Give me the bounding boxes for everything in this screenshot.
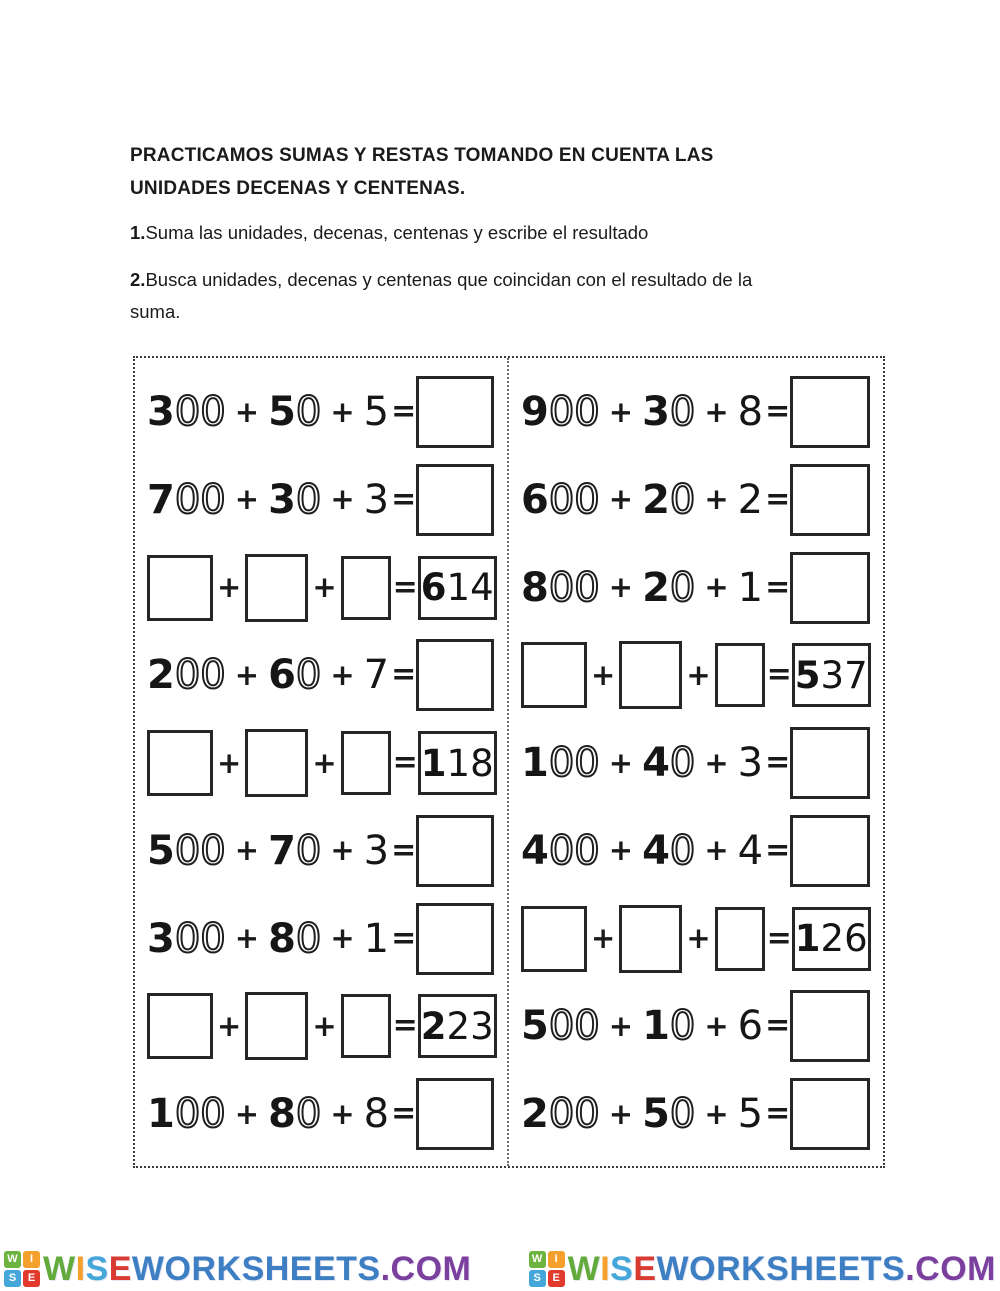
addend-number bbox=[147, 915, 226, 962]
plus-sign: + bbox=[234, 394, 260, 429]
problem-row bbox=[521, 813, 870, 889]
answer-box[interactable] bbox=[416, 376, 494, 448]
brand-text-segment: S bbox=[610, 1249, 634, 1288]
addend-number bbox=[737, 1003, 764, 1050]
result-box bbox=[418, 731, 497, 795]
digit: 0 bbox=[200, 652, 226, 699]
sum-expression bbox=[521, 389, 764, 435]
answer-box[interactable] bbox=[790, 552, 870, 624]
addend-number bbox=[147, 476, 226, 523]
digit: 4 bbox=[737, 827, 764, 874]
addend-number bbox=[268, 827, 322, 874]
plus-sign: + bbox=[608, 1096, 634, 1131]
addend-box[interactable] bbox=[245, 554, 308, 622]
digit: 5 bbox=[363, 389, 390, 435]
digit: 0 bbox=[574, 740, 600, 786]
digit: 0 bbox=[174, 1091, 201, 1137]
addend-number bbox=[521, 1091, 600, 1137]
logo-tile: I bbox=[23, 1251, 40, 1268]
plus-sign: + bbox=[330, 394, 355, 429]
addend-number bbox=[737, 827, 764, 874]
digit: 0 bbox=[200, 1091, 226, 1137]
addend-number bbox=[521, 564, 600, 611]
digit: 1 bbox=[642, 1003, 670, 1050]
digit: 0 bbox=[548, 389, 575, 435]
problem-row bbox=[147, 813, 494, 889]
result-box bbox=[792, 643, 871, 707]
digit: 8 bbox=[470, 741, 494, 785]
digit: 0 bbox=[669, 1003, 696, 1050]
digit: 6 bbox=[737, 1003, 764, 1050]
plus-sign: + bbox=[608, 833, 634, 868]
wise-logo-icon bbox=[529, 1251, 565, 1287]
plus-sign: + bbox=[234, 921, 260, 955]
addend-number bbox=[521, 740, 600, 786]
addend-number bbox=[268, 915, 322, 962]
sum-expression bbox=[521, 564, 764, 611]
result-number bbox=[794, 653, 868, 697]
answer-box[interactable] bbox=[416, 903, 494, 975]
addend-number bbox=[737, 389, 764, 435]
sum-expression bbox=[147, 389, 390, 435]
addend-number bbox=[268, 476, 322, 523]
digit: 1 bbox=[147, 1091, 175, 1137]
result-number bbox=[420, 566, 494, 609]
logo-tile: W bbox=[4, 1251, 21, 1268]
problems-column-left bbox=[135, 358, 509, 1166]
digit: 1 bbox=[737, 564, 764, 611]
digit: 6 bbox=[268, 652, 296, 699]
digit: 3 bbox=[363, 476, 390, 523]
blank-addends bbox=[147, 992, 391, 1060]
digit: 3 bbox=[147, 915, 175, 962]
digit: 3 bbox=[820, 653, 845, 697]
brand-text-segment: I bbox=[600, 1249, 611, 1288]
addend-box[interactable] bbox=[341, 994, 391, 1058]
equals-sign: = bbox=[765, 481, 791, 517]
addend-number bbox=[642, 1091, 696, 1137]
digit: 0 bbox=[295, 827, 322, 874]
digit: 7 bbox=[147, 476, 175, 523]
digit: 3 bbox=[268, 476, 296, 523]
problem-row bbox=[521, 550, 870, 626]
instruction-1-number: 1. bbox=[130, 222, 146, 243]
digit: 0 bbox=[548, 827, 575, 874]
addend-number bbox=[737, 564, 764, 611]
digit: 1 bbox=[521, 740, 549, 786]
answer-box[interactable] bbox=[790, 815, 870, 887]
addend-number bbox=[521, 389, 600, 435]
addend-number bbox=[642, 827, 696, 874]
addend-number bbox=[363, 652, 390, 699]
digit: 0 bbox=[295, 652, 322, 699]
plus-sign: + bbox=[704, 1096, 729, 1131]
digit: 1 bbox=[363, 915, 390, 962]
blank-addends bbox=[521, 905, 765, 973]
digit: 0 bbox=[174, 389, 201, 435]
digit: 2 bbox=[820, 917, 845, 960]
equals-sign: = bbox=[765, 745, 791, 780]
footer-watermark bbox=[0, 1246, 1000, 1291]
brand-text-segment: I bbox=[75, 1249, 86, 1288]
plus-sign: + bbox=[704, 482, 729, 517]
plus-sign: + bbox=[608, 745, 634, 780]
problem-row bbox=[147, 374, 494, 450]
digit: 0 bbox=[548, 564, 575, 611]
digit: 5 bbox=[642, 1091, 670, 1137]
plus-sign: + bbox=[608, 482, 634, 517]
addend-number bbox=[642, 564, 696, 611]
problems-sheet bbox=[133, 356, 885, 1168]
digit: 0 bbox=[548, 476, 575, 523]
plus-sign: + bbox=[608, 394, 634, 429]
digit: 8 bbox=[363, 1091, 390, 1137]
plus-sign: + bbox=[217, 745, 242, 780]
brand-text-segment: S bbox=[85, 1249, 109, 1288]
addend-number bbox=[147, 827, 226, 874]
addend-number bbox=[363, 915, 390, 962]
title-line-2: UNIDADES DECENAS Y CENTENAS. bbox=[130, 178, 466, 199]
sum-expression bbox=[147, 1091, 390, 1137]
instruction-2-text: Busca unidades, decenas y centenas que coincidan con el resultado de la suma. bbox=[130, 269, 753, 322]
problem-row bbox=[521, 725, 870, 801]
brand-text-segment: W bbox=[567, 1249, 601, 1288]
addend-number bbox=[642, 389, 696, 435]
problem-row bbox=[147, 637, 494, 713]
digit: 2 bbox=[147, 652, 175, 699]
digit: 5 bbox=[268, 389, 296, 435]
plus-sign: + bbox=[234, 833, 260, 868]
problem-row bbox=[521, 374, 870, 450]
addend-box[interactable] bbox=[715, 907, 765, 971]
logo-tile: I bbox=[548, 1251, 565, 1268]
digit: 3 bbox=[147, 389, 175, 435]
problem-row bbox=[147, 988, 494, 1064]
addend-number bbox=[268, 652, 322, 699]
digit: 6 bbox=[420, 566, 447, 609]
brand-text bbox=[567, 1249, 996, 1288]
digit: 3 bbox=[642, 389, 670, 435]
brand-text-segment: E bbox=[108, 1249, 132, 1288]
digit: 0 bbox=[295, 389, 322, 435]
equals-sign: = bbox=[391, 832, 417, 868]
digit: 1 bbox=[446, 566, 471, 609]
equals-sign: = bbox=[391, 394, 417, 429]
digit: 0 bbox=[295, 915, 322, 962]
digit: 0 bbox=[174, 652, 201, 699]
plus-sign: + bbox=[704, 394, 729, 429]
addend-number bbox=[363, 827, 390, 874]
plus-sign: + bbox=[704, 833, 729, 868]
answer-box[interactable] bbox=[416, 464, 494, 536]
brand-unit bbox=[4, 1251, 471, 1287]
problem-row bbox=[147, 1076, 494, 1152]
plus-sign: + bbox=[591, 921, 616, 955]
sum-expression bbox=[147, 652, 390, 699]
digit: 4 bbox=[642, 740, 670, 786]
digit: 0 bbox=[174, 915, 201, 962]
answer-box[interactable] bbox=[416, 1078, 494, 1150]
addend-number bbox=[521, 1003, 600, 1050]
result-box bbox=[418, 556, 497, 620]
plus-sign: + bbox=[330, 1096, 355, 1131]
digit: 3 bbox=[363, 827, 390, 874]
digit: 8 bbox=[521, 564, 549, 611]
addend-box[interactable] bbox=[715, 643, 765, 707]
problem-row bbox=[147, 901, 494, 977]
digit: 0 bbox=[669, 827, 696, 874]
plus-sign: + bbox=[312, 1008, 337, 1043]
brand-text bbox=[43, 1249, 472, 1288]
equals-sign: = bbox=[766, 920, 792, 956]
answer-box[interactable] bbox=[416, 639, 494, 711]
logo-tile: E bbox=[23, 1270, 40, 1287]
page-title bbox=[130, 139, 714, 205]
addend-box[interactable] bbox=[521, 906, 587, 972]
digit: 4 bbox=[642, 827, 670, 874]
addend-box[interactable] bbox=[245, 992, 308, 1060]
digit: 1 bbox=[794, 917, 821, 960]
addend-number bbox=[642, 476, 696, 523]
problem-row bbox=[147, 462, 494, 538]
digit: 4 bbox=[470, 566, 494, 609]
equals-sign: = bbox=[765, 1096, 791, 1131]
digit: 8 bbox=[268, 1091, 296, 1137]
equals-sign: = bbox=[391, 920, 417, 956]
answer-box[interactable] bbox=[416, 815, 494, 887]
digit: 0 bbox=[574, 827, 600, 874]
problem-row bbox=[521, 462, 870, 538]
digit: 5 bbox=[737, 1091, 764, 1137]
wise-logo-icon bbox=[4, 1251, 40, 1287]
digit: 8 bbox=[737, 389, 764, 435]
digit: 5 bbox=[521, 1003, 549, 1050]
blank-addends bbox=[147, 729, 391, 797]
digit: 0 bbox=[548, 1091, 575, 1137]
plus-sign: + bbox=[234, 657, 260, 692]
addend-box[interactable] bbox=[341, 731, 391, 795]
digit: 8 bbox=[268, 915, 296, 962]
result-box bbox=[418, 994, 497, 1058]
sum-expression bbox=[147, 827, 390, 874]
brand-unit bbox=[529, 1251, 996, 1287]
sum-expression bbox=[147, 476, 390, 523]
brand-text-segment: .COM bbox=[905, 1249, 996, 1288]
brand-text-segment: W bbox=[43, 1249, 76, 1288]
digit: 2 bbox=[642, 476, 670, 523]
addend-number bbox=[268, 389, 322, 435]
digit: 5 bbox=[794, 653, 821, 697]
problem-row bbox=[521, 988, 870, 1064]
digit: 0 bbox=[548, 1003, 575, 1050]
digit: 0 bbox=[669, 740, 696, 786]
plus-sign: + bbox=[608, 570, 634, 604]
instruction-2 bbox=[130, 264, 755, 328]
addend-number bbox=[521, 827, 600, 874]
equals-sign: = bbox=[765, 569, 791, 605]
plus-sign: + bbox=[234, 482, 260, 517]
addend-box[interactable] bbox=[147, 993, 213, 1059]
logo-tile: S bbox=[529, 1270, 546, 1287]
digit: 0 bbox=[174, 476, 201, 523]
plus-sign: + bbox=[234, 1096, 260, 1131]
result-number bbox=[420, 1004, 494, 1048]
addend-number bbox=[737, 1091, 764, 1137]
addend-number bbox=[147, 389, 226, 435]
plus-sign: + bbox=[330, 482, 355, 517]
brand-text-segment: WORKSHEETS bbox=[131, 1249, 381, 1288]
blank-addends bbox=[147, 554, 391, 622]
addend-number bbox=[363, 476, 390, 523]
digit: 0 bbox=[295, 476, 322, 523]
problem-row bbox=[147, 725, 494, 801]
blank-addends bbox=[521, 641, 765, 709]
equals-sign: = bbox=[392, 1008, 418, 1044]
problem-row bbox=[147, 550, 494, 626]
addend-number bbox=[147, 652, 226, 699]
digit: 0 bbox=[174, 827, 201, 874]
digit: 0 bbox=[574, 389, 600, 435]
addend-number bbox=[521, 476, 600, 523]
addend-number bbox=[268, 1091, 322, 1137]
instruction-1 bbox=[130, 217, 648, 249]
digit: 7 bbox=[268, 827, 296, 874]
logo-tile: E bbox=[548, 1270, 565, 1287]
digit: 2 bbox=[521, 1091, 549, 1137]
digit: 1 bbox=[446, 741, 471, 785]
equals-sign: = bbox=[765, 1008, 791, 1044]
title-line-1: PRACTICAMOS SUMAS Y RESTAS TOMANDO EN CUENTA LAS bbox=[130, 145, 714, 166]
answer-box[interactable] bbox=[790, 727, 870, 799]
sum-expression bbox=[521, 476, 764, 523]
brand-text-segment: .COM bbox=[380, 1249, 472, 1288]
addend-box[interactable] bbox=[245, 729, 308, 797]
digit: 7 bbox=[363, 652, 390, 699]
plus-sign: + bbox=[704, 1008, 729, 1043]
addend-number bbox=[642, 740, 696, 786]
problem-row bbox=[521, 901, 870, 977]
sum-expression bbox=[147, 915, 390, 962]
digit: 2 bbox=[737, 476, 764, 523]
digit: 0 bbox=[295, 1091, 322, 1137]
addend-number bbox=[642, 1003, 696, 1050]
plus-sign: + bbox=[312, 745, 337, 780]
result-number bbox=[794, 917, 868, 960]
addend-box[interactable] bbox=[147, 555, 213, 621]
equals-sign: = bbox=[391, 1096, 417, 1131]
sum-expression bbox=[521, 1091, 764, 1137]
digit: 0 bbox=[669, 1091, 696, 1137]
brand-text-segment: E bbox=[633, 1249, 657, 1288]
problems-column-right bbox=[509, 358, 883, 1166]
digit: 0 bbox=[200, 476, 226, 523]
addend-box[interactable] bbox=[619, 641, 682, 709]
addend-number bbox=[737, 740, 764, 786]
addend-number bbox=[363, 389, 390, 435]
plus-sign: + bbox=[704, 570, 729, 604]
instruction-1-text: Suma las unidades, decenas, centenas y escribe el resultado bbox=[145, 222, 649, 243]
digit: 0 bbox=[548, 740, 575, 786]
answer-box[interactable] bbox=[790, 1078, 870, 1150]
sum-expression bbox=[521, 827, 764, 874]
digit: 0 bbox=[669, 476, 696, 523]
digit: 0 bbox=[574, 564, 600, 611]
sum-expression bbox=[521, 740, 764, 786]
answer-box[interactable] bbox=[790, 464, 870, 536]
digit: 6 bbox=[521, 476, 549, 523]
answer-box[interactable] bbox=[790, 376, 870, 448]
addend-number bbox=[363, 1091, 390, 1137]
plus-sign: + bbox=[330, 833, 355, 868]
equals-sign: = bbox=[392, 745, 418, 780]
digit: 3 bbox=[470, 1004, 494, 1048]
result-number bbox=[420, 741, 494, 785]
sum-expression bbox=[521, 1003, 764, 1050]
addend-number bbox=[147, 1091, 226, 1137]
plus-sign: + bbox=[686, 657, 711, 692]
digit: 0 bbox=[200, 915, 226, 962]
digit: 2 bbox=[446, 1004, 471, 1048]
digit: 0 bbox=[200, 827, 226, 874]
result-box bbox=[792, 907, 871, 971]
plus-sign: + bbox=[608, 1008, 634, 1043]
plus-sign: + bbox=[312, 570, 337, 604]
problem-row bbox=[521, 1076, 870, 1152]
equals-sign: = bbox=[391, 657, 417, 693]
brand-text-segment: WORKSHEETS bbox=[656, 1249, 906, 1288]
digit: 3 bbox=[737, 740, 764, 786]
digit: 9 bbox=[521, 389, 549, 435]
plus-sign: + bbox=[217, 570, 242, 604]
digit: 1 bbox=[420, 741, 447, 785]
plus-sign: + bbox=[330, 921, 355, 955]
digit: 0 bbox=[574, 1091, 600, 1137]
digit: 0 bbox=[200, 389, 226, 435]
digit: 2 bbox=[420, 1004, 447, 1048]
digit: 5 bbox=[147, 827, 175, 874]
equals-sign: = bbox=[765, 832, 791, 868]
digit: 4 bbox=[521, 827, 549, 874]
plus-sign: + bbox=[591, 657, 616, 692]
digit: 0 bbox=[574, 476, 600, 523]
logo-tile: S bbox=[4, 1270, 21, 1287]
instruction-2-number: 2. bbox=[130, 269, 146, 290]
addend-number bbox=[737, 476, 764, 523]
addend-box[interactable] bbox=[619, 905, 682, 973]
addend-box[interactable] bbox=[341, 556, 391, 620]
addend-box[interactable] bbox=[521, 642, 587, 708]
equals-sign: = bbox=[392, 569, 418, 605]
digit: 0 bbox=[574, 1003, 600, 1050]
digit: 0 bbox=[669, 564, 696, 611]
digit: 7 bbox=[844, 653, 868, 697]
plus-sign: + bbox=[217, 1008, 242, 1043]
digit: 0 bbox=[669, 389, 696, 435]
problem-row bbox=[521, 637, 870, 713]
logo-tile: W bbox=[529, 1251, 546, 1268]
plus-sign: + bbox=[704, 745, 729, 780]
plus-sign: + bbox=[686, 921, 711, 955]
plus-sign: + bbox=[330, 657, 355, 692]
equals-sign: = bbox=[391, 481, 417, 517]
equals-sign: = bbox=[765, 394, 791, 429]
digit: 2 bbox=[642, 564, 670, 611]
answer-box[interactable] bbox=[790, 990, 870, 1062]
digit: 6 bbox=[844, 917, 868, 960]
equals-sign: = bbox=[766, 657, 792, 693]
addend-box[interactable] bbox=[147, 730, 213, 796]
